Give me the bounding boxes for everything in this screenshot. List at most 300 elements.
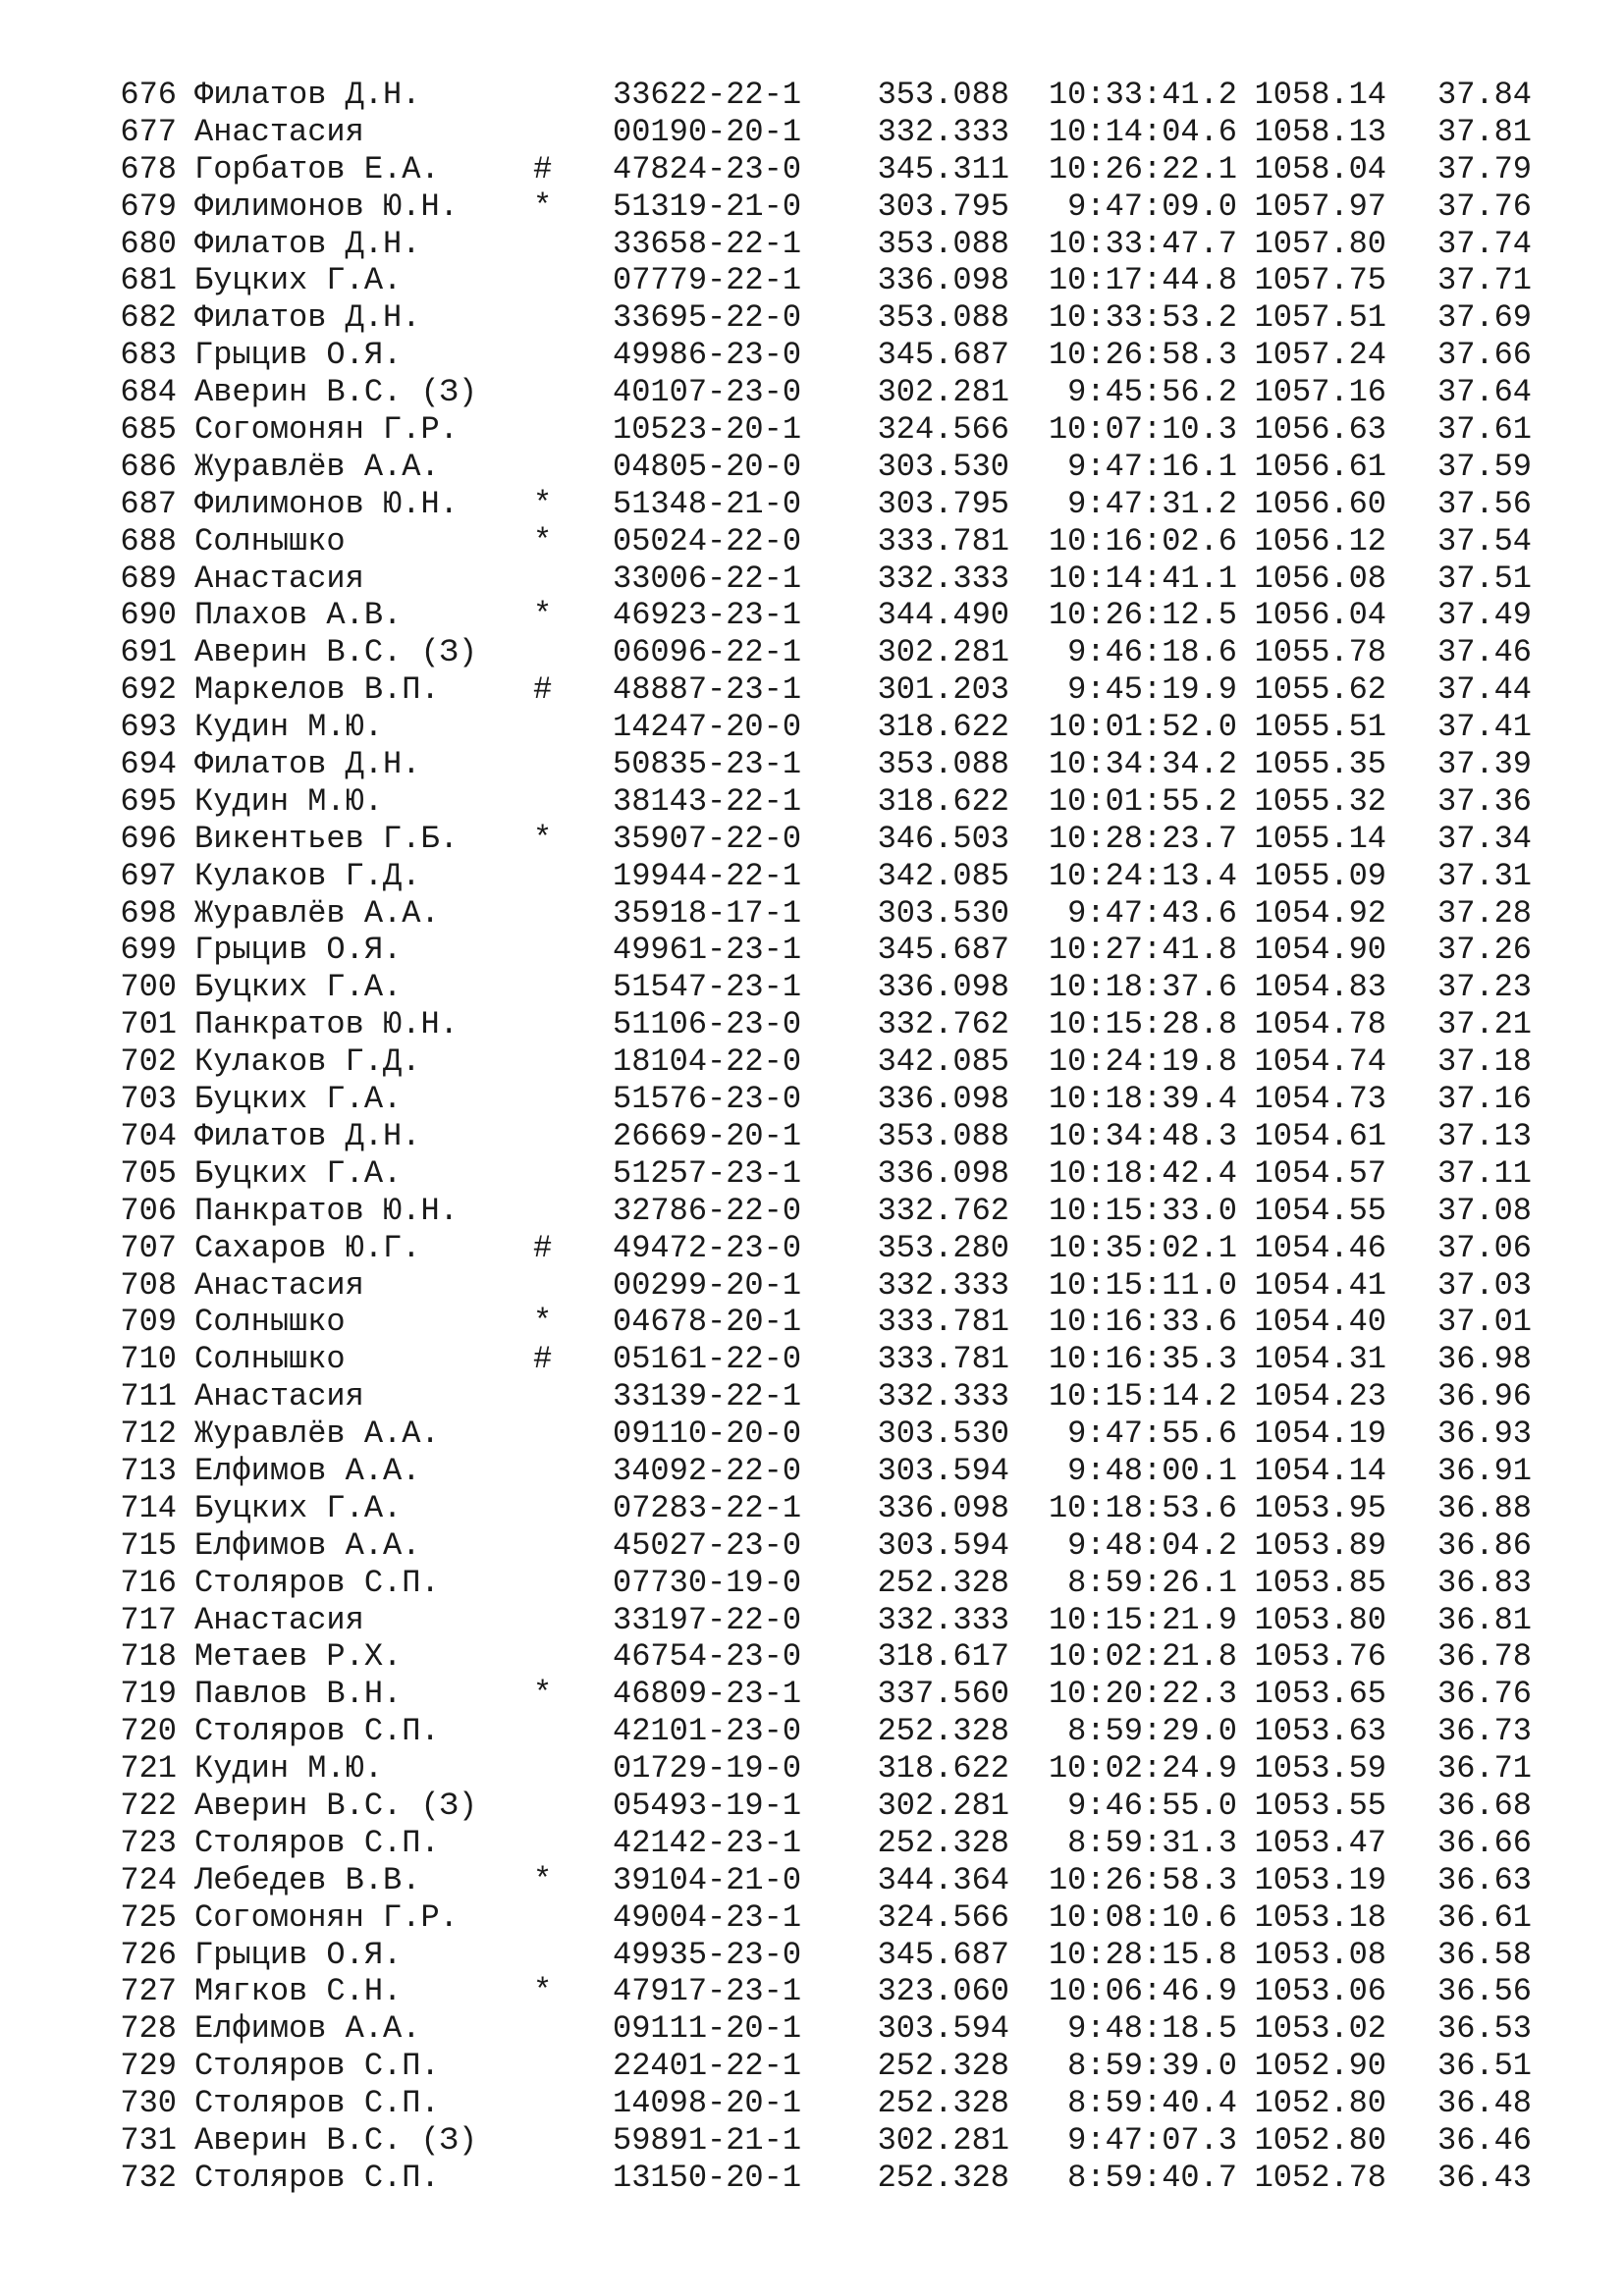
participant-name-cell: Грыцив О.Я. [194, 1936, 403, 1973]
table-row [118, 1676, 1532, 1713]
rank-cell: 713 [120, 1452, 177, 1489]
note-mark-cell: # [533, 671, 553, 709]
distance-cell: 337.560 [877, 1676, 1009, 1713]
rank-cell: 706 [120, 1192, 177, 1229]
rank-cell: 729 [120, 2048, 177, 2085]
score-cell: 36.76 [1436, 1676, 1532, 1713]
participant-name-cell: Лебедев В.В. [194, 1861, 421, 1898]
score-cell: 37.18 [1436, 1043, 1532, 1081]
arrival-time-cell: 8:59:39.0 [1067, 2048, 1237, 2085]
ring-number-cell: 40107-23-0 [613, 374, 802, 411]
speed-cell: 1054.78 [1254, 1006, 1386, 1043]
arrival-time-cell: 9:47:31.2 [1067, 485, 1237, 522]
participant-name-cell: Буцких Г.А. [194, 1081, 403, 1118]
participant-name-cell: Анастасия [194, 113, 364, 150]
ring-number-cell: 49961-23-1 [613, 932, 802, 969]
speed-cell: 1057.16 [1254, 374, 1386, 411]
rank-cell: 694 [120, 746, 177, 783]
ring-number-cell: 14247-20-0 [613, 709, 802, 746]
distance-cell: 332.762 [877, 1006, 1009, 1043]
distance-cell: 303.530 [877, 894, 1009, 932]
participant-name-cell: Столяров С.П. [194, 2159, 440, 2196]
score-cell: 37.76 [1436, 187, 1532, 225]
distance-cell: 303.594 [877, 2010, 1009, 2048]
participant-name-cell: Буцких Г.А. [194, 1154, 403, 1192]
distance-cell: 303.594 [877, 1452, 1009, 1489]
ring-number-cell: 09111-20-1 [613, 2010, 802, 2048]
rank-cell: 702 [120, 1043, 177, 1081]
table-row [118, 597, 1532, 634]
score-cell: 37.06 [1436, 1229, 1532, 1266]
arrival-time-cell: 10:26:12.5 [1048, 597, 1237, 634]
score-cell: 37.56 [1436, 485, 1532, 522]
arrival-time-cell: 10:14:04.6 [1048, 113, 1237, 150]
score-cell: 37.61 [1436, 411, 1532, 449]
score-cell: 36.66 [1436, 1824, 1532, 1861]
participant-name-cell: Солнышко [194, 522, 346, 560]
ring-number-cell: 18104-22-0 [613, 1043, 802, 1081]
table-row [118, 1155, 1532, 1193]
rank-cell: 685 [120, 411, 177, 449]
ring-number-cell: 26669-20-1 [613, 1117, 802, 1154]
ring-number-cell: 46809-23-1 [613, 1676, 802, 1713]
score-cell: 37.16 [1436, 1081, 1532, 1118]
rank-cell: 723 [120, 1824, 177, 1861]
arrival-time-cell: 8:59:40.7 [1067, 2159, 1237, 2196]
rank-cell: 705 [120, 1154, 177, 1192]
distance-cell: 318.617 [877, 1638, 1009, 1676]
arrival-time-cell: 10:02:24.9 [1048, 1750, 1237, 1788]
ring-number-cell: 51319-21-0 [613, 187, 802, 225]
score-cell: 37.08 [1436, 1192, 1532, 1229]
participant-name-cell: Елфимов А.А. [194, 2010, 421, 2048]
arrival-time-cell: 10:26:58.3 [1048, 1861, 1237, 1898]
distance-cell: 323.060 [877, 1973, 1009, 2010]
speed-cell: 1054.19 [1254, 1415, 1386, 1453]
speed-cell: 1053.85 [1254, 1564, 1386, 1601]
score-cell: 37.26 [1436, 932, 1532, 969]
rank-cell: 699 [120, 932, 177, 969]
table-row [118, 77, 1532, 114]
rank-cell: 701 [120, 1006, 177, 1043]
ring-number-cell: 33622-22-1 [613, 77, 802, 113]
table-row [118, 1378, 1532, 1415]
table-row [118, 783, 1532, 821]
table-row [118, 449, 1532, 486]
score-cell: 36.98 [1436, 1341, 1532, 1378]
score-cell: 37.01 [1436, 1304, 1532, 1341]
speed-cell: 1053.76 [1254, 1638, 1386, 1676]
participant-name-cell: Метаев Р.Х. [194, 1638, 403, 1676]
table-row [118, 411, 1532, 449]
speed-cell: 1053.59 [1254, 1750, 1386, 1788]
participant-name-cell: Анастасия [194, 1378, 364, 1415]
arrival-time-cell: 10:27:41.8 [1048, 932, 1237, 969]
rank-cell: 676 [120, 77, 177, 113]
ring-number-cell: 07779-22-1 [613, 262, 802, 299]
speed-cell: 1058.04 [1254, 150, 1386, 187]
participant-name-cell: Аверин В.С. (З) [194, 634, 478, 671]
score-cell: 36.43 [1436, 2159, 1532, 2196]
rank-cell: 689 [120, 560, 177, 597]
score-cell: 37.81 [1436, 113, 1532, 150]
note-mark-cell: * [533, 1973, 553, 2010]
ring-number-cell: 05024-22-0 [613, 522, 802, 560]
table-row [118, 299, 1532, 337]
speed-cell: 1056.60 [1254, 485, 1386, 522]
participant-name-cell: Грыцив О.Я. [194, 337, 403, 374]
table-row [118, 523, 1532, 561]
score-cell: 36.68 [1436, 1787, 1532, 1824]
score-cell: 36.91 [1436, 1452, 1532, 1489]
speed-cell: 1057.97 [1254, 187, 1386, 225]
results-table [118, 77, 1532, 2197]
arrival-time-cell: 8:59:40.4 [1067, 2085, 1237, 2122]
distance-cell: 332.333 [877, 1601, 1009, 1638]
score-cell: 37.39 [1436, 746, 1532, 783]
table-row [118, 1602, 1532, 1639]
ring-number-cell: 32786-22-0 [613, 1192, 802, 1229]
ring-number-cell: 51547-23-1 [613, 969, 802, 1006]
participant-name-cell: Филатов Д.Н. [194, 225, 421, 262]
arrival-time-cell: 10:24:19.8 [1048, 1043, 1237, 1081]
participant-name-cell: Кулаков Г.Д. [194, 857, 421, 894]
distance-cell: 353.088 [877, 225, 1009, 262]
table-row [118, 1527, 1532, 1565]
rank-cell: 686 [120, 448, 177, 485]
score-cell: 37.59 [1436, 448, 1532, 485]
score-cell: 36.56 [1436, 1973, 1532, 2010]
arrival-time-cell: 10:17:44.8 [1048, 262, 1237, 299]
rank-cell: 725 [120, 1898, 177, 1936]
score-cell: 37.49 [1436, 597, 1532, 634]
ring-number-cell: 38143-22-1 [613, 782, 802, 820]
note-mark-cell: * [533, 485, 553, 522]
arrival-time-cell: 10:18:42.4 [1048, 1154, 1237, 1192]
participant-name-cell: Маркелов В.П. [194, 671, 440, 709]
speed-cell: 1052.80 [1254, 2085, 1386, 2122]
speed-cell: 1053.55 [1254, 1787, 1386, 1824]
arrival-time-cell: 10:18:37.6 [1048, 969, 1237, 1006]
distance-cell: 345.311 [877, 150, 1009, 187]
note-mark-cell: * [533, 820, 553, 857]
ring-number-cell: 05161-22-0 [613, 1341, 802, 1378]
arrival-time-cell: 9:47:43.6 [1067, 894, 1237, 932]
note-mark-cell: # [533, 1341, 553, 1378]
arrival-time-cell: 10:16:02.6 [1048, 522, 1237, 560]
score-cell: 36.73 [1436, 1713, 1532, 1750]
speed-cell: 1054.31 [1254, 1341, 1386, 1378]
rank-cell: 682 [120, 299, 177, 337]
speed-cell: 1056.08 [1254, 560, 1386, 597]
note-mark-cell: * [533, 1304, 553, 1341]
participant-name-cell: Филатов Д.Н. [194, 1117, 421, 1154]
rank-cell: 730 [120, 2085, 177, 2122]
participant-name-cell: Елфимов А.А. [194, 1526, 421, 1564]
speed-cell: 1054.83 [1254, 969, 1386, 1006]
distance-cell: 336.098 [877, 1154, 1009, 1192]
speed-cell: 1054.40 [1254, 1304, 1386, 1341]
arrival-time-cell: 10:18:53.6 [1048, 1489, 1237, 1526]
arrival-time-cell: 10:26:22.1 [1048, 150, 1237, 187]
table-row [118, 1341, 1532, 1378]
ring-number-cell: 45027-23-0 [613, 1526, 802, 1564]
arrival-time-cell: 10:15:28.8 [1048, 1006, 1237, 1043]
score-cell: 36.93 [1436, 1415, 1532, 1453]
ring-number-cell: 50835-23-1 [613, 746, 802, 783]
distance-cell: 336.098 [877, 1489, 1009, 1526]
arrival-time-cell: 10:14:41.1 [1048, 560, 1237, 597]
score-cell: 36.63 [1436, 1861, 1532, 1898]
distance-cell: 252.328 [877, 2085, 1009, 2122]
ring-number-cell: 59891-21-1 [613, 2121, 802, 2159]
participant-name-cell: Горбатов Е.А. [194, 150, 440, 187]
speed-cell: 1054.90 [1254, 932, 1386, 969]
table-row [118, 114, 1532, 151]
arrival-time-cell: 10:26:58.3 [1048, 337, 1237, 374]
speed-cell: 1054.46 [1254, 1229, 1386, 1266]
distance-cell: 302.281 [877, 2121, 1009, 2159]
ring-number-cell: 35918-17-1 [613, 894, 802, 932]
participant-name-cell: Викентьев Г.Б. [194, 820, 459, 857]
ring-number-cell: 33197-22-0 [613, 1601, 802, 1638]
ring-number-cell: 01729-19-0 [613, 1750, 802, 1788]
ring-number-cell: 09110-20-0 [613, 1415, 802, 1453]
distance-cell: 303.594 [877, 1526, 1009, 1564]
speed-cell: 1053.19 [1254, 1861, 1386, 1898]
speed-cell: 1053.18 [1254, 1898, 1386, 1936]
speed-cell: 1053.95 [1254, 1489, 1386, 1526]
score-cell: 36.71 [1436, 1750, 1532, 1788]
note-mark-cell: * [533, 597, 553, 634]
table-row [118, 671, 1532, 709]
arrival-time-cell: 8:59:26.1 [1067, 1564, 1237, 1601]
arrival-time-cell: 10:28:15.8 [1048, 1936, 1237, 1973]
participant-name-cell: Журавлёв А.А. [194, 1415, 440, 1453]
speed-cell: 1052.80 [1254, 2121, 1386, 2159]
ring-number-cell: 51348-21-0 [613, 485, 802, 522]
distance-cell: 252.328 [877, 1824, 1009, 1861]
rank-cell: 688 [120, 522, 177, 560]
distance-cell: 333.781 [877, 522, 1009, 560]
table-row [118, 634, 1532, 671]
ring-number-cell: 35907-22-0 [613, 820, 802, 857]
ring-number-cell: 34092-22-0 [613, 1452, 802, 1489]
distance-cell: 303.795 [877, 187, 1009, 225]
arrival-time-cell: 10:18:39.4 [1048, 1081, 1237, 1118]
ring-number-cell: 33695-22-0 [613, 299, 802, 337]
ring-number-cell: 33658-22-1 [613, 225, 802, 262]
table-row [118, 858, 1532, 895]
score-cell: 37.28 [1436, 894, 1532, 932]
table-row [118, 1193, 1532, 1230]
table-row [118, 1788, 1532, 1825]
score-cell: 37.13 [1436, 1117, 1532, 1154]
participant-name-cell: Буцких Г.А. [194, 969, 403, 1006]
participant-name-cell: Аверин В.С. (З) [194, 1787, 478, 1824]
score-cell: 37.41 [1436, 709, 1532, 746]
distance-cell: 336.098 [877, 1081, 1009, 1118]
distance-cell: 302.281 [877, 1787, 1009, 1824]
distance-cell: 252.328 [877, 2159, 1009, 2196]
table-row [118, 2160, 1532, 2197]
participant-name-cell: Столяров С.П. [194, 1564, 440, 1601]
ring-number-cell: 42142-23-1 [613, 1824, 802, 1861]
arrival-time-cell: 10:08:10.6 [1048, 1898, 1237, 1936]
arrival-time-cell: 10:15:33.0 [1048, 1192, 1237, 1229]
speed-cell: 1057.24 [1254, 337, 1386, 374]
rank-cell: 692 [120, 671, 177, 709]
score-cell: 36.96 [1436, 1378, 1532, 1415]
arrival-time-cell: 9:46:18.6 [1067, 634, 1237, 671]
rank-cell: 680 [120, 225, 177, 262]
distance-cell: 302.281 [877, 374, 1009, 411]
participant-name-cell: Журавлёв А.А. [194, 448, 440, 485]
table-row [118, 1118, 1532, 1155]
table-row [118, 226, 1532, 263]
distance-cell: 252.328 [877, 1564, 1009, 1601]
participant-name-cell: Панкратов Ю.Н. [194, 1006, 459, 1043]
table-row [118, 1081, 1532, 1118]
table-row [118, 2085, 1532, 2122]
table-row [118, 1043, 1532, 1081]
ring-number-cell: 10523-20-1 [613, 411, 802, 449]
participant-name-cell: Мягков С.Н. [194, 1973, 403, 2010]
ring-number-cell: 19944-22-1 [613, 857, 802, 894]
table-row [118, 1638, 1532, 1676]
participant-name-cell: Грыцив О.Я. [194, 932, 403, 969]
speed-cell: 1054.57 [1254, 1154, 1386, 1192]
distance-cell: 252.328 [877, 1713, 1009, 1750]
speed-cell: 1053.47 [1254, 1824, 1386, 1861]
speed-cell: 1052.78 [1254, 2159, 1386, 2196]
table-row [118, 1453, 1532, 1490]
distance-cell: 344.364 [877, 1861, 1009, 1898]
score-cell: 37.23 [1436, 969, 1532, 1006]
arrival-time-cell: 10:33:47.7 [1048, 225, 1237, 262]
arrival-time-cell: 10:34:34.2 [1048, 746, 1237, 783]
distance-cell: 332.333 [877, 1266, 1009, 1304]
table-row [118, 1490, 1532, 1527]
score-cell: 37.51 [1436, 560, 1532, 597]
distance-cell: 332.333 [877, 113, 1009, 150]
score-cell: 37.84 [1436, 77, 1532, 113]
rank-cell: 677 [120, 113, 177, 150]
score-cell: 37.74 [1436, 225, 1532, 262]
arrival-time-cell: 10:33:53.2 [1048, 299, 1237, 337]
distance-cell: 353.280 [877, 1229, 1009, 1266]
score-cell: 37.31 [1436, 857, 1532, 894]
participant-name-cell: Кулаков Г.Д. [194, 1043, 421, 1081]
table-row [118, 151, 1532, 188]
score-cell: 37.36 [1436, 782, 1532, 820]
distance-cell: 344.490 [877, 597, 1009, 634]
rank-cell: 696 [120, 820, 177, 857]
distance-cell: 342.085 [877, 1043, 1009, 1081]
speed-cell: 1054.14 [1254, 1452, 1386, 1489]
speed-cell: 1054.23 [1254, 1378, 1386, 1415]
ring-number-cell: 04805-20-0 [613, 448, 802, 485]
rank-cell: 709 [120, 1304, 177, 1341]
score-cell: 36.48 [1436, 2085, 1532, 2122]
participant-name-cell: Буцких Г.А. [194, 1489, 403, 1526]
ring-number-cell: 33006-22-1 [613, 560, 802, 597]
speed-cell: 1055.78 [1254, 634, 1386, 671]
ring-number-cell: 46923-23-1 [613, 597, 802, 634]
table-row [118, 1415, 1532, 1453]
table-row [118, 337, 1532, 374]
participant-name-cell: Филатов Д.Н. [194, 746, 421, 783]
rank-cell: 707 [120, 1229, 177, 1266]
arrival-time-cell: 9:48:18.5 [1067, 2010, 1237, 2048]
ring-number-cell: 22401-22-1 [613, 2048, 802, 2085]
note-mark-cell: * [533, 187, 553, 225]
table-row [118, 262, 1532, 299]
table-row [118, 561, 1532, 598]
speed-cell: 1055.14 [1254, 820, 1386, 857]
distance-cell: 345.687 [877, 932, 1009, 969]
rank-cell: 716 [120, 1564, 177, 1601]
score-cell: 37.46 [1436, 634, 1532, 671]
rank-cell: 728 [120, 2010, 177, 2048]
participant-name-cell: Аверин В.С. (З) [194, 374, 478, 411]
score-cell: 37.79 [1436, 150, 1532, 187]
ring-number-cell: 04678-20-1 [613, 1304, 802, 1341]
distance-cell: 346.503 [877, 820, 1009, 857]
rank-cell: 690 [120, 597, 177, 634]
participant-name-cell: Филимонов Ю.Н. [194, 187, 459, 225]
distance-cell: 353.088 [877, 1117, 1009, 1154]
participant-name-cell: Анастасия [194, 1601, 364, 1638]
distance-cell: 324.566 [877, 411, 1009, 449]
distance-cell: 318.622 [877, 709, 1009, 746]
speed-cell: 1052.90 [1254, 2048, 1386, 2085]
ring-number-cell: 33139-22-1 [613, 1378, 802, 1415]
table-row [118, 895, 1532, 933]
arrival-time-cell: 10:07:10.3 [1048, 411, 1237, 449]
table-row [118, 1565, 1532, 1602]
rank-cell: 721 [120, 1750, 177, 1788]
ring-number-cell: 14098-20-1 [613, 2085, 802, 2122]
rank-cell: 698 [120, 894, 177, 932]
arrival-time-cell: 9:48:04.2 [1067, 1526, 1237, 1564]
rank-cell: 683 [120, 337, 177, 374]
rank-cell: 710 [120, 1341, 177, 1378]
participant-name-cell: Филатов Д.Н. [194, 77, 421, 113]
speed-cell: 1054.41 [1254, 1266, 1386, 1304]
ring-number-cell: 51576-23-0 [613, 1081, 802, 1118]
arrival-time-cell: 10:01:52.0 [1048, 709, 1237, 746]
table-row [118, 2010, 1532, 2048]
speed-cell: 1054.55 [1254, 1192, 1386, 1229]
distance-cell: 342.085 [877, 857, 1009, 894]
speed-cell: 1058.13 [1254, 113, 1386, 150]
ring-number-cell: 49004-23-1 [613, 1898, 802, 1936]
ring-number-cell: 49472-23-0 [613, 1229, 802, 1266]
participant-name-cell: Кудин М.Ю. [194, 709, 384, 746]
speed-cell: 1054.73 [1254, 1081, 1386, 1118]
note-mark-cell: * [533, 1861, 553, 1898]
distance-cell: 336.098 [877, 969, 1009, 1006]
participant-name-cell: Анастасия [194, 1266, 364, 1304]
participant-name-cell: Аверин В.С. (З) [194, 2121, 478, 2159]
arrival-time-cell: 9:47:07.3 [1067, 2121, 1237, 2159]
table-row [118, 188, 1532, 226]
table-row [118, 2122, 1532, 2160]
speed-cell: 1055.35 [1254, 746, 1386, 783]
table-row [118, 932, 1532, 969]
distance-cell: 303.795 [877, 485, 1009, 522]
